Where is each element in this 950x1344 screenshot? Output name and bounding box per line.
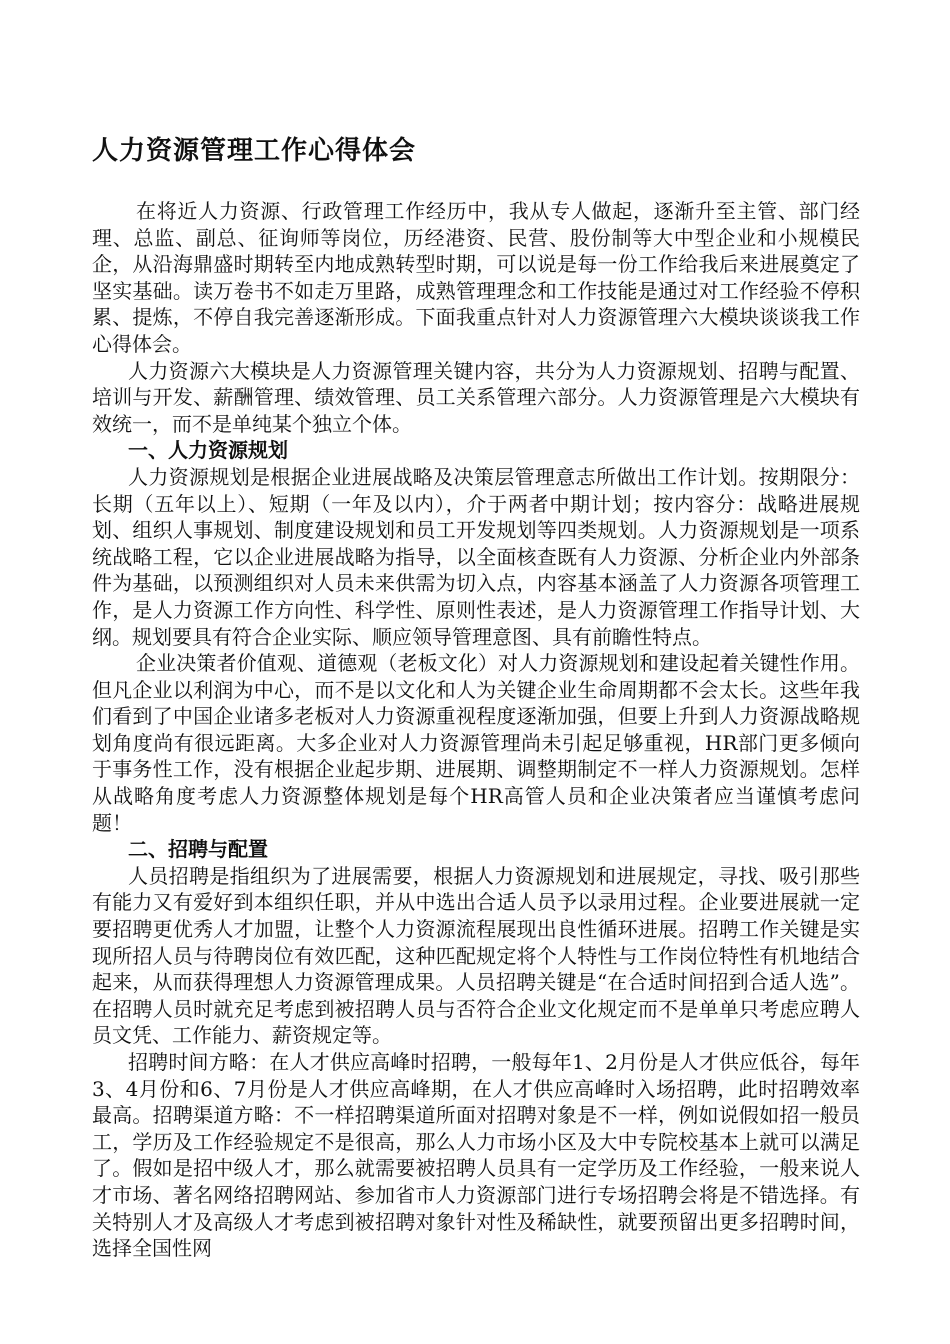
document-body — [92, 198, 860, 1262]
document-title: 人力资源管理工作心得体会 — [92, 136, 417, 166]
hr-planning-paragraph-2: 企业决策者价值观、道德观（老板文化）对人力资源规划和建设起着关键性作用。但凡企业以利润为中心，而不是以文化和人为关键企业生命周期都不会太长。这些年我们看到了中国企业诸多老板对人力资源重视程度逐渐加强，但要上升到人力资源战略规划角度尚有很远距离。大多企业对人力资源管理尚未引起足够重视，HR部门更多倾向于事务性工作，没有根据企业起步期、进展期、调整期制定不一样人力资源规划。怎样从战略角度考虑人力资源整体规划是每个HR高管人员和企业决策者应当谨慎考虑问题！ — [92, 651, 860, 835]
section-heading-hr-planning: 一、人力资源规划 — [128, 438, 288, 463]
recruitment-paragraph-2: 招聘时间方略：在人才供应高峰时招聘，一般每年1、2月份是人才供应低谷，每年3、4月份和6、7月份是人才供应高峰期，在人才供应高峰时入场招聘，此时招聘效率最高。招聘渠道方略：不一样招聘渠道所面对招聘对象是不一样，例如说假如招一般员工，学历及工作经验规定不是很高，那么人力市场小区及大中专院校基本上就可以满足了。假如是招中级人才，那么就需要被招聘人员具有一定学历及工作经验，一般来说人才市场、著名网络招聘网站、参加省市人力资源部门进行专场招聘会将是不错选择。有关特别人才及高级人才考虑到被招聘对象针对性及稀缺性，就要预留出更多招聘时间，选择全国性网 — [92, 1050, 860, 1261]
recruitment-paragraph-1: 人员招聘是指组织为了进展需要，根据人力资源规划和进展规定，寻找、吸引那些有能力又有爱好到本组织任职，并从中选出合适人员予以录用过程。企业要进展就一定要招聘更优秀人才加盟，让整个人力资源流程展现出良性循环进展。招聘工作关键是实现所招人员与待聘岗位有效匹配，这种匹配规定将个人特性与工作岗位特性有机地结合起来，从而获得理想人力资源管理成果。人员招聘关键是“在合适时间招到合适人选”。在招聘人员时就充足考虑到被招聘人员与否符合企业文化规定而不是单单只考虑应聘人员文凭、工作能力、薪资规定等。 — [92, 863, 860, 1048]
hr-planning-paragraph-1: 人力资源规划是根据企业进展战略及决策层管理意志所做出工作计划。按期限分：长期（五年以上）、短期（一年及以内），介于两者中期计划；按内容分：战略进展规划、组织人事规划、制度建设规划和员工开发规划等四类规划。人力资源规划是一项系统战略工程，它以企业进展战略为指导，以全面核查既有人力资源、分析企业内外部条件为基础，以预测组织对人员未来供需为切入点，内容基本涵盖了人力资源各项管理工作，是人力资源工作方向性、科学性、原则性表述，是人力资源管理工作指导计划、大纲。规划要具有符合企业实际、顺应领导管理意图、具有前瞻性特点。 — [92, 464, 860, 649]
section-heading-recruitment: 二、招聘与配置 — [128, 837, 268, 862]
intro-paragraph: 在将近人力资源、行政管理工作经历中，我从专人做起，逐渐升至主管、部门经理、总监、副总、征询师等岗位，历经港资、民营、股份制等大中型企业和小规模民企，从沿海鼎盛时期转至内地成熟转型时期，可以说是每一份工作给我后来进展奠定了坚实基础。读万卷书不如走万里路，成熟管理理念和工作技能是通过对工作经验不停积累、提炼，不停自我完善逐渐形成。下面我重点针对人力资源管理六大模块谈谈我工作心得体会。 — [92, 199, 860, 356]
overview-paragraph: 人力资源六大模块是人力资源管理关键内容，共分为人力资源规划、招聘与配置、培训与开发、薪酬管理、绩效管理、员工关系管理六部分。人力资源管理是六大模块有效统一，而不是单纯某个独立个体。 — [92, 358, 860, 436]
